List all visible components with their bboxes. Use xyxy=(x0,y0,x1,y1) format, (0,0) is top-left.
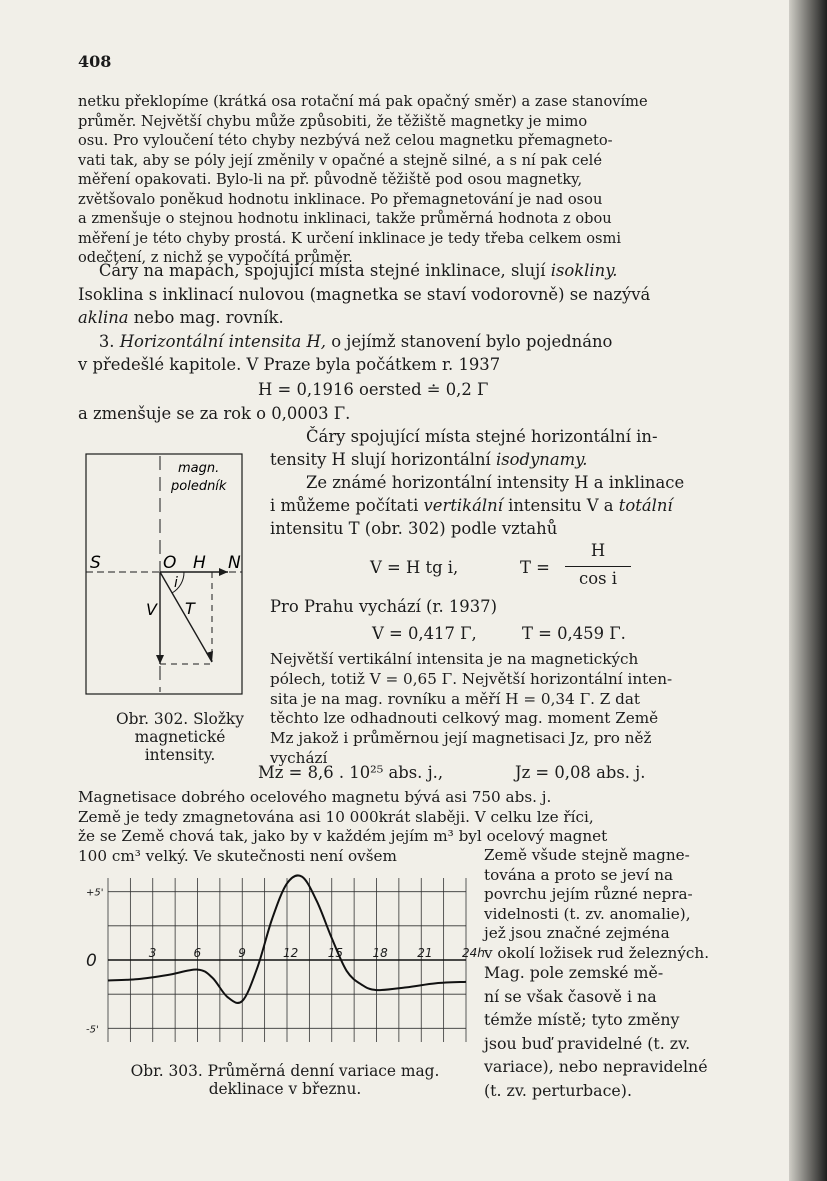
vertikalni-term: vertikální xyxy=(423,496,503,515)
vector-v-arrow xyxy=(156,655,164,664)
x-tick-label: 18 xyxy=(372,946,388,960)
prague-line: Pro Prahu vychází (r. 1937) xyxy=(270,597,497,616)
magnetisation-line: Magnetisace dobrého ocelového magnetu bývá asi 750 abs. j. xyxy=(78,788,552,806)
poles-line: Mz jakož i průměrnou její magnetisaci Jz, pro něž xyxy=(270,729,652,748)
vertical-line-2: i můžeme počítati vertikální intensitu V a totální xyxy=(270,496,673,515)
intro-paragraph xyxy=(78,92,724,268)
label-s: S xyxy=(90,553,101,573)
variation-line: témže místě; tyto změny xyxy=(484,1010,680,1030)
horizontal-line-2: v předešlé kapitole. V Praze byla počátkem r. 1937 xyxy=(78,355,501,374)
magnetisation-line: Země je tedy zmagnetována asi 10 000krát slaběji. V celku lze říci, xyxy=(78,807,594,826)
poles-line: sita je na mag. rovníku a měří H = 0,34 Γ. Z dat xyxy=(270,689,641,708)
x-tick-label: 24h xyxy=(462,946,485,960)
section-number: 3. xyxy=(98,331,120,351)
anomaly-line: Země všude stejně magne- xyxy=(484,846,690,864)
label-magn: magn. xyxy=(178,461,220,476)
label-v: V xyxy=(146,600,157,619)
anomaly-line: tována a proto se jeví na xyxy=(484,865,674,884)
figure-302-caption-line: intensity. xyxy=(144,746,216,764)
figure-302-caption-line: magnetické xyxy=(134,728,226,746)
horizontal-text: o jejímž stanovení bylo pojednáno xyxy=(325,331,613,351)
label-i: i xyxy=(174,575,178,591)
x-tick-label: 12 xyxy=(283,946,299,960)
label-h: H xyxy=(193,553,206,573)
equation-h: H = 0,1916 oersted ≐ 0,2 Γ xyxy=(258,380,489,399)
poles-line: pólech, totiž V = 0,65 Γ. Největší horizontální inten- xyxy=(270,669,673,688)
figure-303-chart xyxy=(80,872,485,1050)
figure-302 xyxy=(82,450,252,700)
intro-line: a zmenšuje o stejnou hodnotu inklinaci, takže průměrná hodnota z obou xyxy=(78,210,612,227)
isokliny-term: isokliny. xyxy=(550,261,618,280)
page-number: 408 xyxy=(78,52,112,71)
label-polednik: poledník xyxy=(171,479,227,494)
isodynamy-line-2: tensity H slují horizontální isodynamy. xyxy=(270,450,588,469)
intro-line: průměr. Největší chybu může způsobiti, že těžiště magnetky je mimo xyxy=(78,112,588,130)
equation-moment: Mz = 8,6 . 10²⁵ abs. j., xyxy=(258,763,444,782)
variation-line: (t. zv. perturbace). xyxy=(484,1080,632,1100)
x-tick-label: 15 xyxy=(327,946,344,960)
horizontal-heading: Horizontální intensita H, xyxy=(119,331,326,351)
aklina-term: aklina xyxy=(78,308,129,327)
isoklina-line-2: Isoklina s inklinací nulovou (magnetka se staví vodorovně) se nazývá xyxy=(78,284,651,304)
y-tick-label: 0 xyxy=(86,951,97,971)
isoklina-text: Čáry na mapách, spojující místa stejné inklinace, slují xyxy=(98,261,551,280)
x-tick-label: 21 xyxy=(417,946,433,960)
equation-t-lhs: T = xyxy=(520,558,550,577)
anomaly-line: povrchu jejím různé nepra- xyxy=(484,885,693,904)
y-tick-label: -5' xyxy=(86,1024,99,1036)
figure-303-caption xyxy=(112,1062,458,1098)
vertical-line-3: intensitu T (obr. 302) podle vztahů xyxy=(270,519,558,538)
label-t: T xyxy=(185,599,195,618)
anomaly-line: jež jsou značné zejména xyxy=(484,924,670,943)
y-tick-label: +5' xyxy=(86,887,104,899)
intro-line: měření opakovati. Bylo-li na př. původně těžiště pod osou magnetky, xyxy=(78,171,583,188)
equation-t-numerator: H xyxy=(590,541,606,560)
anomaly-line: v okolí ložisek rud železných. xyxy=(484,943,710,962)
equation-v-prague: V = 0,417 Γ, xyxy=(372,624,477,643)
x-tick-label: 9 xyxy=(238,946,246,960)
equation-v: V = H tg i, xyxy=(370,558,459,577)
label-n: N xyxy=(228,553,241,573)
fraction-bar xyxy=(565,566,631,567)
intro-line: zvětšovalo poněkud hodnotu inklinace. Po přemagnetování je nad osou xyxy=(78,190,603,208)
variation-line: ní se však časově i na xyxy=(484,986,657,1006)
aklina-text: nebo mag. rovník. xyxy=(128,308,284,327)
poles-line: Největší vertikální intensita je na magnetických xyxy=(270,650,639,668)
anomaly-paragraph xyxy=(484,846,728,964)
vertical-line-1: Ze známé horizontální intensity H a inklinace xyxy=(306,473,685,492)
intro-line: netku překlopíme (krátká osa rotační má pak opačný směr) a zase stanovíme xyxy=(78,93,648,110)
variation-line: variace), nebo nepravidelné xyxy=(484,1057,708,1077)
intro-line: odečtení, z nichž se vypočítá průměr. xyxy=(78,249,353,266)
magnetisation-line: 100 cm³ velký. Ve skutečnosti není ovšem xyxy=(78,846,397,865)
horizontal-line-3: a zmenšuje se za rok o 0,0003 Γ. xyxy=(78,404,351,423)
vector-h-arrow xyxy=(219,568,228,576)
isodynamy-term: isodynamy. xyxy=(495,450,588,469)
figure-303-caption-line: Obr. 303. Průměrná denní variace mag. xyxy=(130,1062,440,1080)
figure-302-caption xyxy=(96,710,264,764)
intro-line: měření je této chyby prostá. K určení inklinace je tedy třeba celkem osmi xyxy=(78,229,621,247)
poles-paragraph xyxy=(270,650,728,769)
page-edge-shadow xyxy=(789,0,827,1181)
variation-line: jsou buď pravidelné (t. zv. xyxy=(484,1033,691,1053)
equation-t-prague: T = 0,459 Γ. xyxy=(522,624,626,643)
intro-line: osu. Pro vyloučení této chyby nezbývá než celou magnetku přemagneto- xyxy=(78,132,613,149)
x-tick-label: 6 xyxy=(193,946,202,960)
poles-line: těchto lze odhadnouti celkový mag. moment Země xyxy=(270,709,659,728)
magnetisation-line: že se Země chová tak, jako by v každém jejím m³ byl ocelový magnet xyxy=(78,827,608,846)
totalni-term: totální xyxy=(618,496,673,515)
anomaly-line: videlnosti (t. zv. anomalie), xyxy=(484,904,691,923)
variation-line: Mag. pole zemské mě- xyxy=(484,963,664,982)
variation-paragraph xyxy=(484,961,728,1103)
isoklina-paragraph xyxy=(78,259,728,377)
equation-t-denominator: cos i xyxy=(579,569,617,588)
equation-magnetisation: Jz = 0,08 abs. j. xyxy=(515,763,646,782)
x-tick-label: 3 xyxy=(148,946,157,960)
figure-303-caption-line: deklinace v březnu. xyxy=(208,1080,362,1098)
figure-302-caption-line: Obr. 302. Složky xyxy=(116,710,244,728)
isodynamy-line-1: Čáry spojující místa stejné horizontální in- xyxy=(306,427,658,446)
poles-line: vychází xyxy=(270,748,328,767)
label-o: O xyxy=(163,553,177,573)
intro-line: vati tak, aby se póly její změnily v opačné a stejně silné, a s ní pak celé xyxy=(78,151,602,169)
